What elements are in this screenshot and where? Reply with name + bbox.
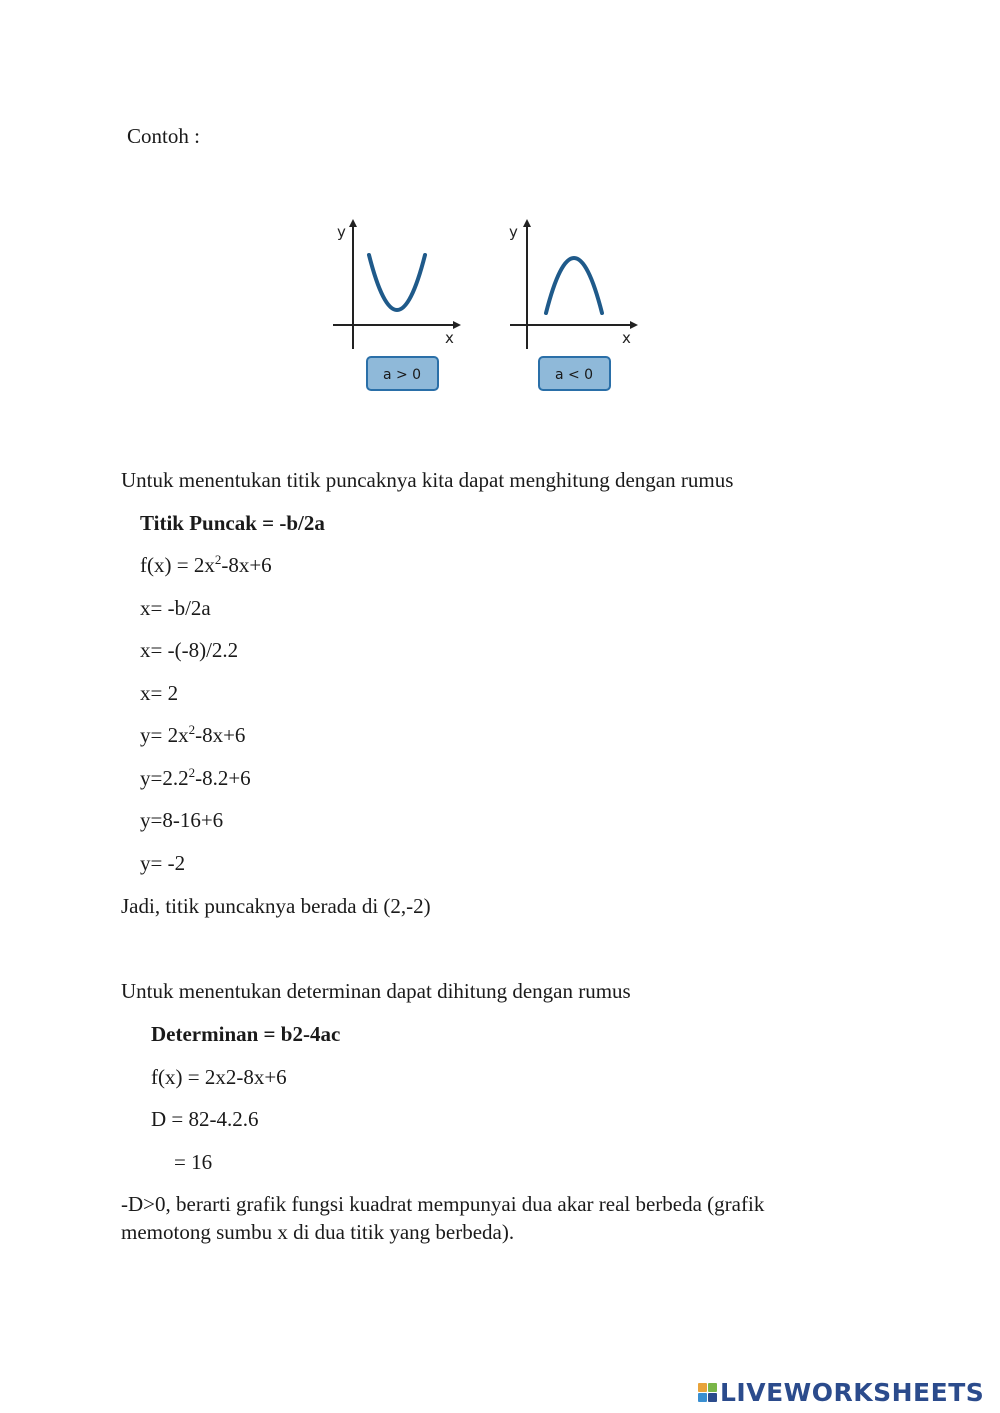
vertex-y-step-1: $y= 2x^2-8x+6$ [140, 722, 246, 747]
y-axis-arrow [523, 219, 531, 227]
badge-a-negative-text: a < 0 [554, 367, 594, 383]
vertex-formula: Titik Puncak = -b/2a [140, 511, 325, 535]
vertex-function: $f(x) = 2x^2-8x+6$ [140, 552, 272, 577]
liveworksheets-logo-icon [698, 1383, 717, 1402]
determinant-function: f(x) = 2x2-8x+6 [151, 1065, 287, 1089]
determinant-formula: Determinan = b2-4ac [151, 1022, 341, 1046]
determinant-intro: Untuk menentukan determinan dapat dihitung dengan rumus [121, 979, 631, 1003]
vertex-x-step-3: x= 2 [140, 681, 179, 705]
determinant-step-1: D = 82-4.2.6 [151, 1107, 259, 1131]
x-axis-label: x [622, 329, 631, 347]
y-axis-arrow [349, 219, 357, 227]
vertex-y-step-4: y= -2 [140, 851, 186, 875]
vertex-y-step-2: $y=2.2^2-8.2+6$ [140, 765, 251, 790]
vertex-y-step-3: y=8-16+6 [140, 808, 224, 832]
graph-a-positive [325, 215, 465, 395]
example-label: Contoh : [127, 124, 200, 148]
y-axis-label: y [337, 223, 346, 241]
graph-a-negative [500, 215, 640, 395]
determinant-step-2: = 16 [174, 1150, 213, 1174]
x-axis-arrow [630, 321, 638, 329]
x-axis-label: x [445, 329, 454, 347]
vertex-x-step-2: x= -(-8)/2.2 [140, 638, 239, 662]
determinant-conclusion-line-2: memotong sumbu x di dua titik yang berbeda). [121, 1220, 515, 1244]
badge-a-positive-text: a > 0 [382, 367, 422, 383]
liveworksheets-wordmark: LIVEWORKSHEETS [720, 1378, 985, 1407]
determinant-conclusion-line-1: -D>0, berarti grafik fungsi kuadrat mempunyai dua akar real berbeda (grafik [121, 1192, 765, 1216]
y-axis-label: y [509, 223, 518, 241]
vertex-x-step-1: x= -b/2a [140, 596, 211, 620]
parabola-down-curve [546, 258, 602, 313]
vertex-intro: Untuk menentukan titik puncaknya kita dapat menghitung dengan rumus [121, 468, 734, 492]
liveworksheets-logo [698, 1378, 984, 1407]
vertex-conclusion: Jadi, titik puncaknya berada di (2,-2) [121, 894, 431, 918]
parabola-up-curve [369, 255, 425, 310]
x-axis-arrow [453, 321, 461, 329]
